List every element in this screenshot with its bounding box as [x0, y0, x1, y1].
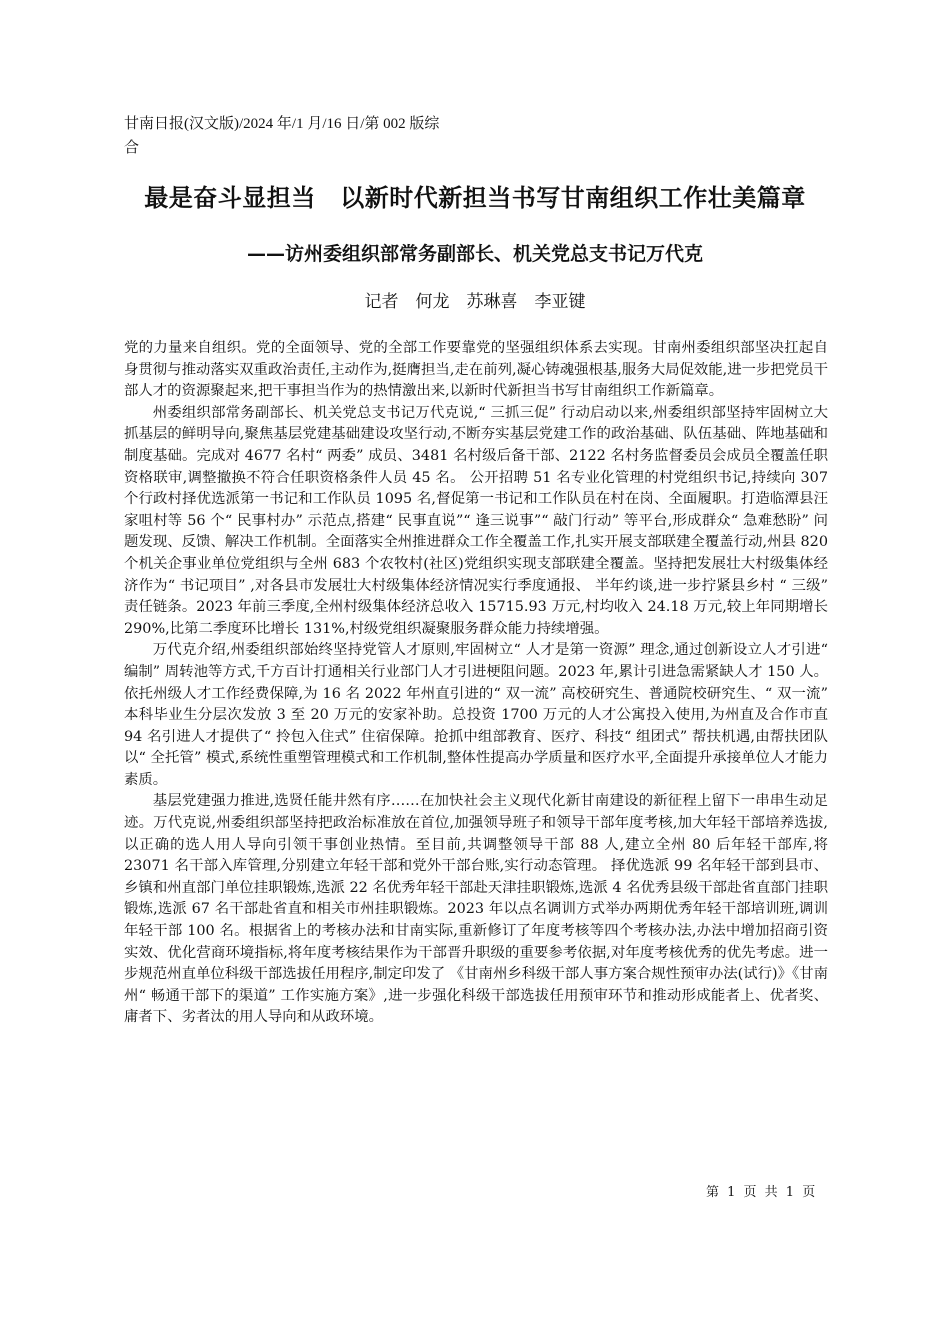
paragraph: 万代克介绍,州委组织部始终坚持党管人才原则,牢固树立“ 人才是第一资源” 理念,通过创新设立人才引进“ 编制” 周转池等方式,千方百计打通相关行业部门人才引进梗阻问题。2023 年,累计引进急需紧缺人才 150 人。依托州级人才工作经费保障,为 16 名 2022 年州直引进的“ 双一流” 高校研究生、普通院校研究生、“ 双一流” 本科毕业生分层次发放 3 至 20 万元的安家补助。总投资 1700 万元的人才公寓投入使用,为州直及合作市直 94 名引进人才提供了“ 拎包入住式” 住宿保障。抢抓中组部教育、医疗、科技“ 组团式” 帮扶机遇,由帮扶团队以“ 全托管” 模式,系统性重塑管理模式和工作机制,整体性提高办学质量和医疗水平,全面提升承接单位人才能力素质。	[124, 642, 828, 788]
article-body	[124, 338, 828, 1029]
paragraph: 基层党建强力推进,选贤任能井然有序……在加快社会主义现代化新甘南建设的新征程上留下一串串生动足迹。万代克说,州委组织部坚持把政治标准放在首位,加强领导班子和领导干部年度考核,加大年轻干部培养选拔,以正确的选人用人导向引领干事创业热情。至目前,共调整领导干部 88 人,建立全州 80 后年轻干部库,将 23071 名干部入库管理,分别建立年轻干部和党外干部台账,实行动态管理。 择优选派 99 名年轻干部到县市、 乡镇和州直部门单位挂职锻炼,选派 22 名优秀年轻干部赴天津挂职锻炼,选派 4 名优秀县级干部赴省直部门挂职锻炼,选派 67 名干部赴省直和相关市州挂职锻炼。2023 年以点名调训方式举办两期优秀年轻干部培训班,调训年轻干部 100 名。根据省上的考核办法和甘南实际,重新修订了年度考核等四个考核办法,办法中增加招商引资实效、优化营商环境指标,将年度考核结果作为干部晋升职级的重要参考依据,对年度考核优秀的优先考虑。进一步规范州直单位科级干部选拔任用程序,制定印发了 《甘南州乡科级干部人事方案合规性预审办法(试行)》《甘南州“ 畅通干部下的渠道” 工作实施方案》,进一步强化科级干部选拔任用预审环节和推动形成能者上、优者奖、庸者下、劣者汰的用人导向和从政环境。	[124, 793, 828, 1026]
headline: 最是奋斗显担当 以新时代新担当书写甘南组织工作壮美篇章	[144, 184, 806, 212]
paragraph: 州委组织部常务副部长、机关党总支书记万代克说,“ 三抓三促” 行动启动以来,州委组织部坚持牢固树立大抓基层的鲜明导向,聚焦基层党建基础建设攻坚行动,不断夯实基层党建工作的政治基础、队伍基础、阵地基础和制度基础。完成对 4677 名村“ 两委” 成员、3481 名村级后备干部、2122 名村务监督委员会成员全覆盖任职资格联审,调整撤换不符合任职资格条件人员 45 名。 公开招聘 51 名专业化管理的村党组织书记,持续向 307 个行政村择优选派第一书记和工作队员 1095 名,督促第一书记和工作队员在村在岗、全面履职。打造临潭县汪家咀村等 56 个“ 民事村办” 示范点,搭建“ 民事直说”“ 逢三说事”“ 敲门行动” 等平台,形成群众“ 急难愁盼” 问题发现、反馈、解决工作机制。全面落实全州推进群众工作全覆盖工作,扎实开展支部联建全覆盖行动,州县 820 个机关企事业单位党组织与全州 683 个农牧村(社区)党组织实现支部联建全覆盖。坚持把发展壮大村级集体经济作为“ 书记项目” ,对各县市发展壮大村级集体经济情况实行季度通报、 半年约谈,进一步拧紧县乡村 “ 三级” 责任链条。2023 年前三季度,全州村级集体经济总收入 15715.93 万元,村均收入 24.18 万元,较上年同期增长 290%,比第二季度环比增长 131%,村级党组织凝聚服务群众能力持续增强。	[124, 404, 828, 637]
paragraph: 党的力量来自组织。党的全面领导、党的全部工作要靠党的坚强组织体系去实现。甘南州委组织部坚决扛起自身贯彻与推动落实双重政治责任,主动作为,挺膺担当,走在前列,凝心铸魂强根基,服务大局促效能,进一步把党员干部人才的资源聚起来,把干事担当作为的热情激出来,以新时代新担当书写甘南组织工作新篇章。	[124, 340, 828, 400]
page-footer: 第 1 页 共 1 页	[706, 1185, 816, 1200]
byline: 记者 何龙 苏琳喜 李亚键	[364, 292, 586, 312]
subheadline: ——访州委组织部常务副部长、机关党总支书记万代克	[246, 243, 703, 265]
source-line: 甘南日报(汉文版)/2024 年/1 月/16 日/第 002 版综合	[124, 116, 440, 156]
